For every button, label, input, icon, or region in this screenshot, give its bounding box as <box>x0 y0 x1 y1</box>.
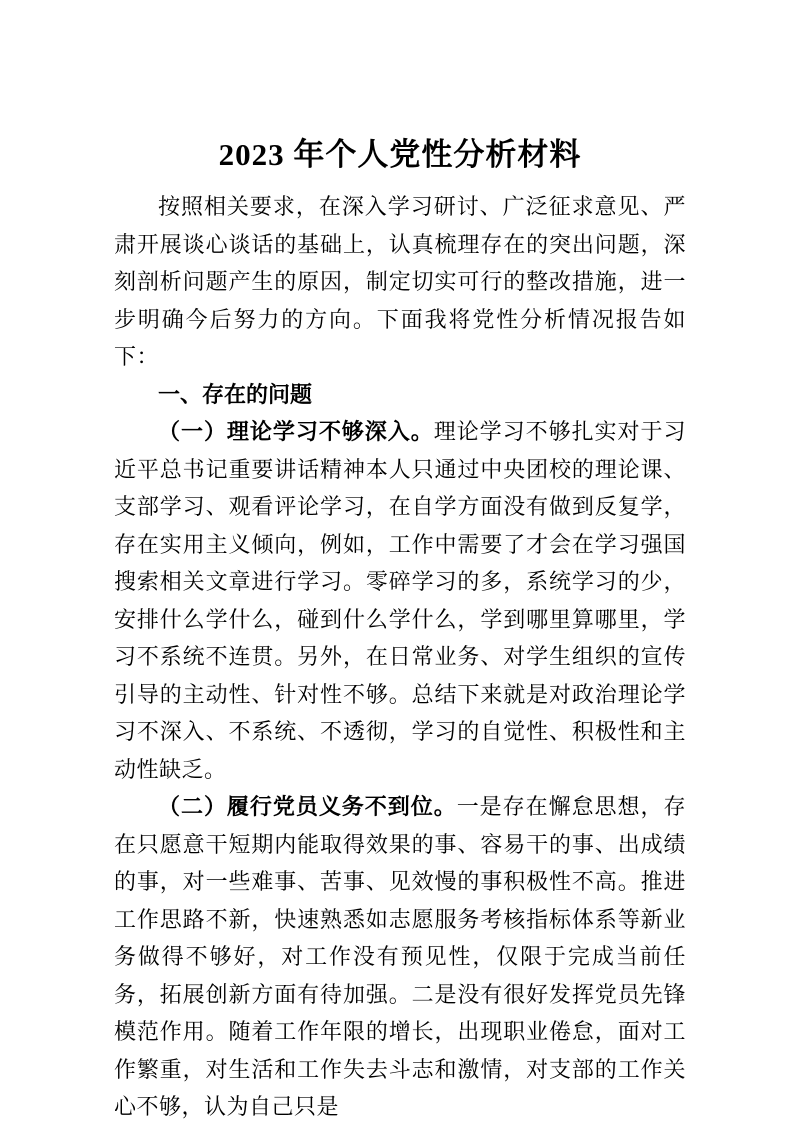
item1-lead: （一）理论学习不够深入。 <box>158 419 434 444</box>
document-content <box>114 0 686 1122</box>
item2-body: 一是存在懈怠思想，存在只愿意干短期内能取得效果的事、容易干的事、出成绩的事，对一些难事、苦事、见效慢的事积极性不高。推进工作思路不新，快速熟悉如志愿服务考核指标体系等新业务做得不够好，对工作没有预见性，仅限于完成当前任务，拓展创新方面有待加强。二是没有很好发挥党员先锋模范作用。随着工作年限的增长，出现职业倦怠，面对工作繁重，对生活和工作失去斗志和激情，对支部的工作关心不够，认为自己只是 <box>114 794 686 1119</box>
item1-body: 理论学习不够扎实对于习近平总书记重要讲话精神本人只通过中央团校的理论课、支部学习、观看评论学习，在自学方面没有做到反复学，存在实用主义倾向，例如，工作中需要了才会在学习强国搜索相关文章进行学习。零碎学习的多，系统学习的少，安排什么学什么，碰到什么学什么，学到哪里算哪里，学习不系统不连贯。另外，在日常业务、对学生组织的宣传引导的主动性、针对性不够。总结下来就是对政治理论学习不深入、不系统、不透彻，学习的自觉性、积极性和主动性缺乏。 <box>114 419 686 782</box>
item2-paragraph <box>114 788 686 1122</box>
item1-paragraph <box>114 413 686 788</box>
intro-paragraph: 按照相关要求，在深入学习研讨、广泛征求意见、严肃开展谈心谈话的基础上，认真梳理存在的突出问题，深刻剖析问题产生的原因，制定切实可行的整改措施，进一步明确今后努力的方向。下面我将党性分析情况报告如下： <box>114 194 686 369</box>
item2-lead: （二）履行党员义务不到位。 <box>158 794 457 819</box>
document-title: 2023 年个人党性分析材料 <box>218 137 582 172</box>
section1-heading: 一、存在的问题 <box>158 381 313 407</box>
